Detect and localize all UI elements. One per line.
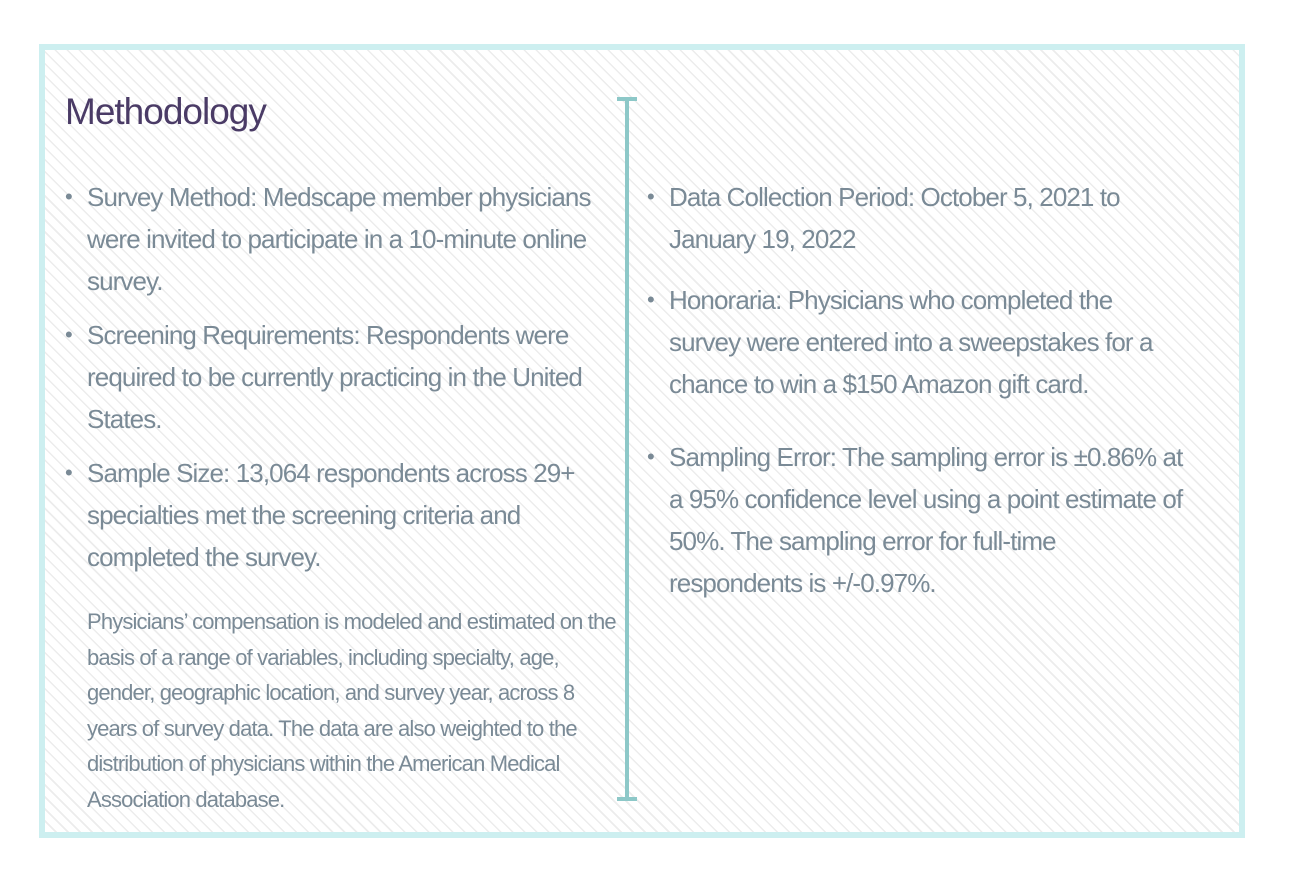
bullet-honoraria <box>647 279 1187 405</box>
right-bullet-list <box>647 176 1187 604</box>
bullet-text: Sampling Error: The sampling error is ±0.86% at a 95% confidence level using a point estimate of 50%. The sampling error for full-time respondents is +/-0.97%. <box>669 442 1183 598</box>
bullet-icon: • <box>647 444 654 469</box>
bullet-survey-method <box>65 176 605 302</box>
bullet-data-collection-period <box>647 176 1187 260</box>
bullet-text: Survey Method: Medscape member physicians were invited to participate in a 10-minute online survey. <box>87 182 591 296</box>
bullet-icon: • <box>647 184 654 209</box>
bullet-text: Data Collection Period: October 5, 2021 to January 19, 2022 <box>669 182 1120 254</box>
left-bullet-list <box>65 176 605 578</box>
bullet-text: Screening Requirements: Respondents were required to be currently practicing in the United States. <box>87 320 582 434</box>
right-column <box>647 176 1187 604</box>
left-column <box>65 176 616 818</box>
methodology-panel <box>39 44 1245 838</box>
bullet-sampling-error <box>647 436 1187 604</box>
bullet-text: Honoraria: Physicians who completed the survey were entered into a sweepstakes for a chance to win a $150 Amazon gift card. <box>669 285 1153 399</box>
bullet-icon: • <box>647 287 654 312</box>
bullet-icon: • <box>65 322 72 347</box>
bullet-icon: • <box>65 460 72 485</box>
bullet-screening-requirements <box>65 314 605 440</box>
page-title: Methodology <box>65 91 266 132</box>
bullet-icon: • <box>65 184 72 209</box>
bullet-text: Sample Size: 13,064 respondents across 29+ specialties met the screening criteria and completed the survey. <box>87 458 575 572</box>
compensation-note: Physicians’ compensation is modeled and estimated on the basis of a range of variables, including specialty, age, gender, geographic location, and survey year, across 8 years of survey data. The data are also weighted to the distribution of physicians within the American Medical Association database. <box>87 609 616 812</box>
bullet-sample-size <box>65 452 605 578</box>
column-divider <box>625 97 629 801</box>
